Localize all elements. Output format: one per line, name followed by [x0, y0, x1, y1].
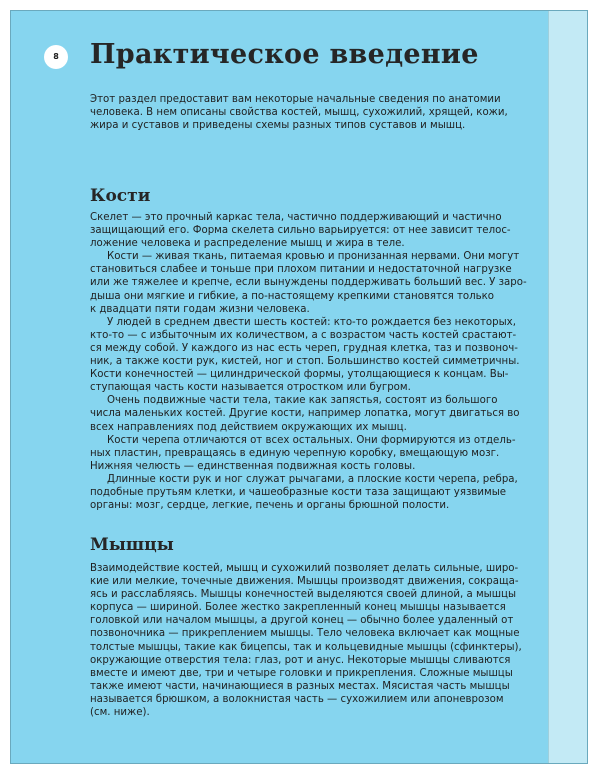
bones-text-line: Нижняя челюсть — единственная подвижная кость головы.	[90, 460, 416, 472]
bones-text-line: всех направлениях под действием окружающих их мышц.	[90, 421, 407, 433]
bones-text-line: Очень подвижные части тела, такие как запястья, состоят из большого	[107, 395, 498, 407]
bones-text-line: подобные прутьям клетки, и чашеобразные кости таза защищают уязвимые	[90, 486, 507, 498]
bones-text-line: к двадцати пяти годам жизни человека.	[90, 303, 310, 315]
bones-text-line: защищающий его. Форма скелета сильно варьируется: от нее зависит телос-	[90, 225, 511, 237]
bones-text-line: Длинные кости рук и ног служат рычагами, а плоские кости черепа, ребра,	[107, 473, 518, 485]
bones-text-line: Кости черепа отличаются от всех остальных. Они формируются из отдель-	[107, 434, 516, 446]
bones-text-line: становиться слабее и тоньше при плохом питании и недостаточной нагрузке	[90, 264, 512, 276]
muscles-text-line: (см. ниже).	[90, 707, 150, 719]
muscles-text-line: толстые мышцы, такие как бицепсы, так и кольцевидные мышцы (сфинктеры),	[90, 641, 522, 653]
intro-line: жира и суставов и приведены схемы разных типов суставов и мышц.	[90, 120, 466, 132]
bones-text-line: ложение человека и распределение мышц и жира в теле.	[90, 238, 405, 250]
muscles-text-line: называется брюшком, а волокнистая часть — сухожилием или апоневрозом	[90, 693, 504, 705]
bones-text-line: Кости — живая ткань, питаемая кровью и пронизанная нервами. Они могут	[107, 251, 520, 263]
intro-line: Этот раздел предоставит вам некоторые начальные сведения по анатомии	[90, 94, 501, 105]
muscles-text-line: кие или мелкие, точечные движения. Мышцы производят движения, сокраща-	[90, 576, 519, 588]
bones-text-line: или же тяжелее и крепче, если вынуждены поддерживать больший вес. У заро-	[90, 277, 527, 289]
muscles-text-line: окружающие отверстия тела: глаз, рот и анус. Некоторые мышцы сливаются	[90, 654, 511, 666]
section-heading-muscles: Мышцы	[90, 535, 174, 555]
bones-text-line: кто-то — с избыточным их количеством, а с возрастом часть костей срастают-	[90, 329, 517, 341]
bones-text-line: Скелет — это прочный каркас тела, частично поддерживающий и частично	[90, 212, 502, 223]
bones-text-line: ступающая часть кости называется отростком или бугром.	[90, 382, 411, 394]
muscles-text	[90, 562, 520, 719]
muscles-text-line: позвоночника — прикреплением мышцы. Тело человека включает как мощные	[90, 628, 520, 640]
bones-text-line: Кости конечностей — цилиндрической формы, утолщающиеся к концам. Вы-	[90, 369, 509, 381]
muscles-text-line: также имеют части, начинающиеся в разных местах. Мясистая часть мышцы	[90, 680, 510, 692]
page-edge-strip	[548, 11, 587, 763]
muscles-text-line: вместе и имеют две, три и четыре головки и прикрепления. Сложные мышцы	[90, 667, 513, 679]
page-title: Практическое введение	[90, 39, 479, 70]
bones-text-line: органы: мозг, сердце, легкие, печень и органы брюшной полости.	[90, 500, 450, 512]
bones-text-line: ся между собой. У каждого из нас есть череп, грудная клетка, таз и позвоноч-	[90, 342, 518, 354]
bones-text-line: ных пластин, превращаясь в единую черепную коробку, вмещающую мозг.	[90, 447, 500, 459]
bones-text	[90, 211, 527, 512]
bones-text-line: У людей в среднем двести шесть костей: кто-то рождается без некоторых,	[107, 316, 516, 328]
intro-paragraph	[90, 93, 520, 132]
intro-line: человека. В нем описаны свойства костей, мышц, сухожилий, хрящей, кожи,	[90, 107, 508, 119]
bones-text-line: ник, а также кости рук, кистей, ног и стоп. Большинство костей симметричны.	[90, 356, 520, 368]
section-heading-bones: Кости	[90, 186, 151, 206]
muscles-text-line: ясь и расслабляясь. Мышцы конечностей выделяются своей длиной, а мышцы	[90, 589, 517, 601]
muscles-text-line: головкой или началом мышцы, а другой конец — обычно более удаленный от	[90, 615, 514, 627]
bones-text-line: числа маленьких костей. Другие кости, например лопатка, могут двигаться во	[90, 408, 520, 420]
bones-text-line: дыша они мягкие и гибкие, а по-настоящему крепкими становятся только	[90, 290, 495, 302]
page-number-badge: 8	[44, 45, 68, 69]
muscles-text-line: Взаимодействие костей, мышц и сухожилий позволяет делать сильные, широ-	[90, 563, 519, 574]
muscles-text-line: корпуса — шириной. Более жестко закрепленный конец мышцы называется	[90, 602, 506, 614]
